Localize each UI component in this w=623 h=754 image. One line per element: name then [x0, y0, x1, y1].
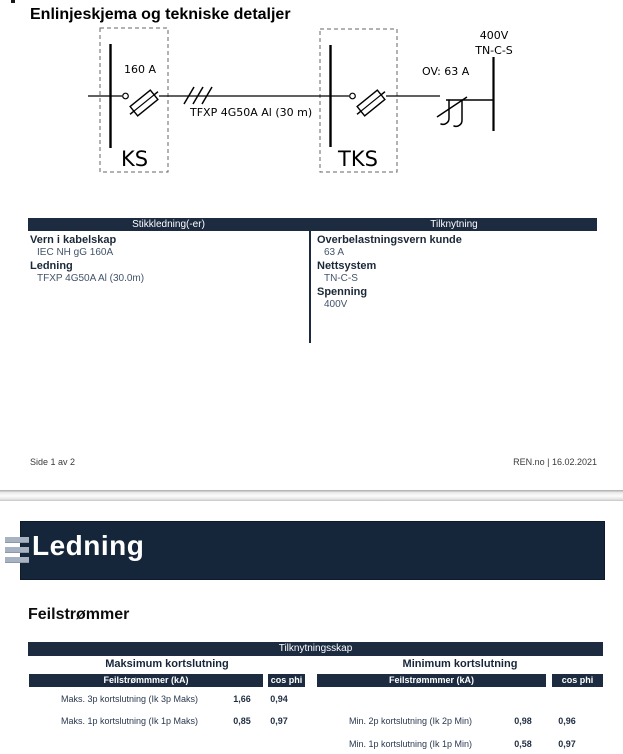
row-value-cosphi: 0,94 — [270, 694, 288, 704]
row-label: Maks. 3p kortslutning (Ik 3p Maks) — [61, 694, 199, 704]
page-separator — [0, 490, 623, 501]
row-value-ka: 1,66 — [233, 694, 251, 704]
field-value: TFXP 4G50A Al (30.0m) — [37, 273, 145, 284]
column-header-ka-left: Feilstrømmmer (kA) — [29, 674, 263, 687]
row-label: Min. 1p kortslutning (Ik 1p Min) — [349, 739, 473, 749]
ks-fuse-icon — [126, 87, 162, 119]
table1-header-stikkledning: Stikkledning(-er) — [28, 218, 309, 231]
row-label: Maks. 1p kortslutning (Ik 1p Maks) — [61, 716, 199, 726]
page-number: Side 1 av 2 — [30, 457, 76, 467]
row-value-ka: 0,85 — [233, 716, 251, 726]
field-value: 63 A — [324, 247, 345, 258]
row-value-cosphi: 0,96 — [558, 716, 576, 726]
column-header-cosphi-right: cos phi — [552, 674, 603, 687]
footer-source-date: REN.no | 16.02.2021 — [513, 457, 597, 467]
field-value: TN-C-S — [324, 273, 358, 284]
tks-fuse-icon — [353, 87, 389, 119]
field-label: Ledning — [30, 260, 73, 272]
row-label: Min. 2p kortslutning (Ik 2p Min) — [349, 716, 473, 726]
voltage-label: 400V — [479, 29, 509, 42]
table2-header: Tilknytningsskap — [28, 642, 603, 656]
field-label: Overbelastningsvern kunde — [317, 234, 462, 246]
table1-header-tilknytning: Tilknytning — [311, 218, 597, 231]
row-value-cosphi: 0,97 — [558, 739, 576, 749]
row-value-cosphi: 0,97 — [270, 716, 288, 726]
phase-slashes-icon — [184, 87, 212, 104]
net-system-label: TN-C-S — [475, 44, 513, 57]
min-shortcircuit-title: Minimum kortslutning — [402, 658, 518, 670]
table1-left-column — [30, 233, 310, 286]
field-value: 400V — [324, 299, 348, 310]
row-value-ka: 0,98 — [514, 716, 532, 726]
single-line-diagram — [0, 0, 623, 205]
page-title: Enlinjeskjema og tekniske detaljer — [30, 6, 291, 23]
field-label: Nettsystem — [317, 260, 377, 272]
breaker-icon — [437, 97, 493, 126]
tks-terminal-icon — [350, 93, 356, 99]
column-header-cosphi-left: cos phi — [268, 674, 305, 687]
tks-label: TKS — [338, 147, 378, 171]
banner-title: Ledning — [32, 530, 145, 561]
field-label: Vern i kabelskap — [30, 234, 117, 246]
fuse-rating-label: 160 A — [124, 63, 157, 76]
column-header-ka-right: Feilstrømmmer (kA) — [317, 674, 546, 687]
max-shortcircuit-title: Maksimum kortslutning — [105, 658, 229, 670]
overload-protection-label: OV: 63 A — [422, 65, 470, 78]
table1-right-column — [317, 233, 597, 312]
logo-icon — [5, 537, 29, 563]
field-label: Spenning — [317, 286, 368, 298]
row-value-ka: 0,58 — [514, 739, 532, 749]
cable-label: TFXP 4G50A Al (30 m) — [190, 106, 313, 119]
ks-label: KS — [121, 147, 149, 171]
section-heading: Feilstrømmer — [28, 606, 130, 623]
field-value: IEC NH gG 160A — [37, 247, 114, 258]
ks-terminal-icon — [123, 93, 129, 99]
